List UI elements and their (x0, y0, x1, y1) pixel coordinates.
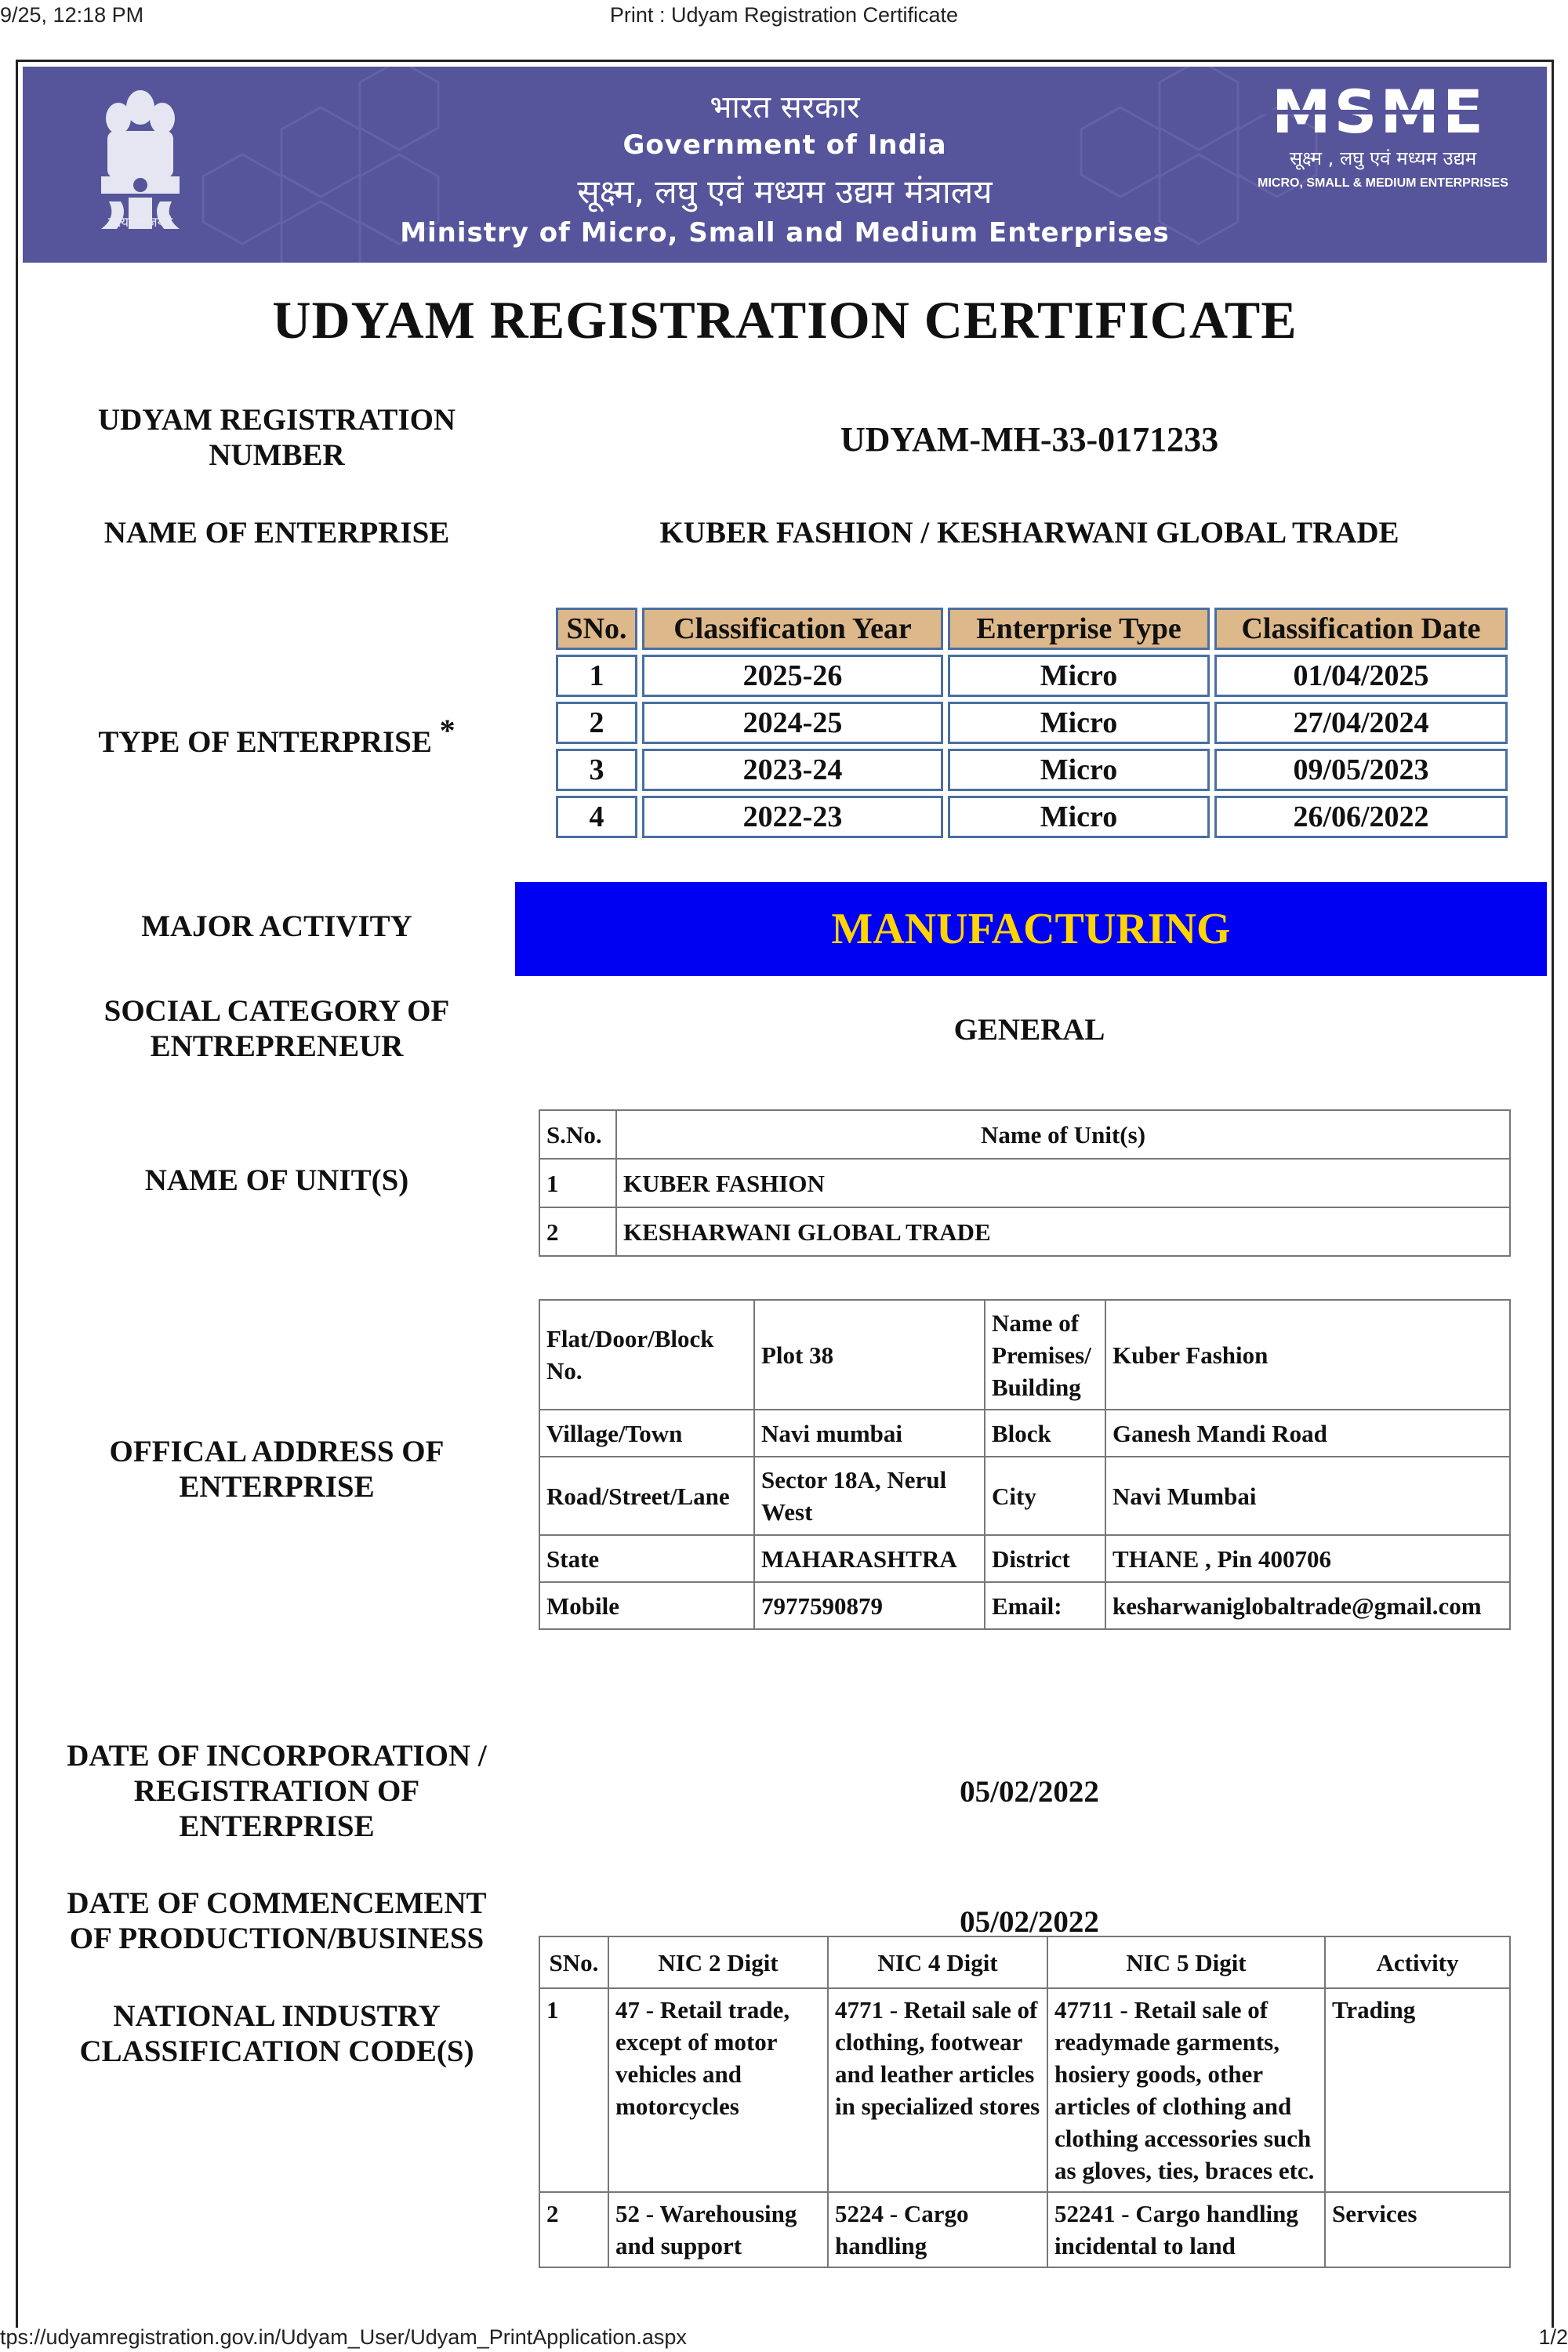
classification-table (551, 603, 1512, 843)
table-cell: Services (1325, 2192, 1510, 2267)
table-cell: 2 (556, 702, 637, 744)
print-footer (0, 2321, 1568, 2352)
table-cell: City (985, 1457, 1105, 1535)
gov-banner (23, 67, 1547, 263)
table-cell: Trading (1325, 1988, 1510, 2192)
gov-hindi: भारत सरकार (710, 89, 860, 125)
table-cell: 2024-25 (642, 702, 943, 744)
table-cell: THANE , Pin 400706 (1105, 1535, 1510, 1582)
table-cell: Micro (948, 749, 1210, 791)
table-row (539, 1159, 1510, 1207)
table-cell: Micro (948, 655, 1210, 697)
column-header: Classification Date (1214, 608, 1508, 650)
column-header: Classification Year (642, 608, 943, 650)
table-cell: Kuber Fashion (1105, 1300, 1510, 1410)
nic-codes-label: NATIONAL INDUSTRY CLASSIFICATION CODE(S) (79, 1999, 474, 2068)
enterprise-type-label (49, 713, 504, 760)
incorporation-date-value: 05/02/2022 (960, 1775, 1099, 1809)
major-activity-value: MANUFACTURING (515, 882, 1547, 976)
print-page-number: 1/2 (1538, 2325, 1568, 2349)
table-cell: KESHARWANI GLOBAL TRADE (616, 1207, 1510, 1256)
gov-english: Government of India (622, 129, 947, 161)
ministry-english: Ministry of Micro, Small and Medium Enterprises (400, 217, 1170, 249)
reg-number-value: UDYAM-MH-33-0171233 (840, 420, 1219, 459)
major-activity-label: MAJOR ACTIVITY (141, 909, 412, 943)
certificate-title: UDYAM REGISTRATION CERTIFICATE (272, 290, 1298, 350)
print-page-title: Print : Udyam Registration Certificate (609, 3, 959, 27)
table-row (539, 1582, 1510, 1629)
table-cell: Email: (985, 1582, 1105, 1629)
table-cell: Name of Premises/ Building (985, 1300, 1105, 1410)
certificate-frame (16, 60, 1554, 2328)
table-cell: Mobile (539, 1582, 754, 1629)
table-cell: 2025-26 (642, 655, 943, 697)
table-cell: Sector 18A, Nerul West (754, 1457, 985, 1535)
column-header: Activity (1325, 1936, 1510, 1988)
table-cell: Block (985, 1410, 1105, 1457)
table-cell: 2 (539, 2192, 608, 2267)
column-header: NIC 5 Digit (1047, 1936, 1325, 1988)
table-cell: District (985, 1535, 1105, 1582)
table-cell: 2023-24 (642, 749, 943, 791)
table-cell: 26/06/2022 (1214, 796, 1508, 838)
column-header: SNo. (539, 1936, 608, 1988)
table-cell: 5224 - Cargo handling (828, 2192, 1047, 2267)
table-row (539, 1988, 1510, 2192)
column-header: S.No. (539, 1110, 616, 1159)
table-cell: MAHARASHTRA (754, 1535, 985, 1582)
units-table (539, 1109, 1511, 1257)
table-row (556, 655, 1508, 697)
column-header: NIC 4 Digit (828, 1936, 1047, 1988)
table-cell: 2 (539, 1207, 616, 1256)
table-cell: 47711 - Retail sale of readymade garments, hosiery goods, other articles of clothing and clothing accessories such as gloves, ties, braces etc. (1047, 1988, 1325, 2192)
table-cell: KUBER FASHION (616, 1159, 1510, 1207)
table-row (539, 1535, 1510, 1582)
table-cell: 2022-23 (642, 796, 943, 838)
column-header: Enterprise Type (948, 608, 1210, 650)
table-cell: 27/04/2024 (1214, 702, 1508, 744)
table-cell: 1 (539, 1159, 616, 1207)
incorporation-date-label: DATE OF INCORPORATION / REGISTRATION OF ENTERPRISE (67, 1739, 487, 1843)
table-cell: Village/Town (539, 1410, 754, 1457)
commencement-date-label: DATE OF COMMENCEMENT OF PRODUCTION/BUSINESS (67, 1886, 487, 1955)
table-row (539, 1300, 1510, 1410)
table-row (556, 749, 1508, 791)
nic-codes-table (539, 1936, 1511, 2268)
msme-logo-text: MSME (1272, 84, 1486, 140)
column-header: Name of Unit(s) (616, 1110, 1510, 1159)
email-link[interactable]: kesharwaniglobaltrade@gmail.com (1105, 1582, 1510, 1629)
print-header (0, 0, 1568, 31)
table-cell: Road/Street/Lane (539, 1457, 754, 1535)
table-cell: Micro (948, 796, 1210, 838)
table-row (539, 2192, 1510, 2267)
msme-logo-english: MICRO, SMALL & MEDIUM ENTERPRISES (1258, 176, 1508, 190)
table-header-row (556, 608, 1508, 650)
table-cell: Micro (948, 702, 1210, 744)
ministry-hindi: सूक्ष्म, लघु एवं मध्यम उद्यम मंत्रालय (577, 172, 993, 211)
required-star: * (439, 713, 456, 748)
table-cell: 52 - Warehousing and support (608, 2192, 828, 2267)
table-row (556, 796, 1508, 838)
table-cell: Plot 38 (754, 1300, 985, 1410)
reg-number-label: UDYAM REGISTRATION NUMBER (97, 403, 456, 472)
address-table (539, 1299, 1511, 1630)
table-cell: Ganesh Mandi Road (1105, 1410, 1510, 1457)
table-row (539, 1207, 1510, 1256)
table-cell: Flat/Door/Block No. (539, 1300, 754, 1410)
table-cell: 52241 - Cargo handling incidental to land (1047, 2192, 1325, 2267)
emblem-caption: सत्यमेव जयते (107, 215, 173, 230)
table-cell: 01/04/2025 (1214, 655, 1508, 697)
table-cell: 09/05/2023 (1214, 749, 1508, 791)
table-cell: 1 (539, 1988, 608, 2192)
table-cell: 1 (556, 655, 637, 697)
commencement-date-value: 05/02/2022 (960, 1905, 1099, 1939)
msme-logo-icon (1261, 84, 1497, 140)
print-timestamp: 9/25, 12:18 PM (0, 3, 144, 27)
table-row (539, 1410, 1510, 1457)
table-row (556, 702, 1508, 744)
enterprise-name-value: KUBER FASHION / KESHARWANI GLOBAL TRADE (659, 516, 1399, 550)
table-cell: Navi Mumbai (1105, 1457, 1510, 1535)
table-cell: 47 - Retail trade, except of motor vehicles and motorcycles (608, 1988, 828, 2192)
social-category-value: GENERAL (953, 1013, 1105, 1047)
enterprise-name-label: NAME OF ENTERPRISE (103, 516, 450, 550)
enterprise-type-label-text: TYPE OF ENTERPRISE (98, 725, 432, 759)
table-row (539, 1457, 1510, 1535)
units-label: NAME OF UNIT(S) (144, 1163, 409, 1197)
table-cell: Navi mumbai (754, 1410, 985, 1457)
print-url: tps://udyamregistration.gov.in/Udyam_User/Udyam_PrintApplication.aspx (0, 2325, 687, 2349)
social-category-label: SOCIAL CATEGORY OF ENTREPRENEUR (103, 994, 450, 1063)
column-header: NIC 2 Digit (608, 1936, 828, 1988)
table-header-row (539, 1936, 1510, 1988)
table-cell: State (539, 1535, 754, 1582)
table-cell: 3 (556, 749, 637, 791)
column-header: SNo. (556, 608, 637, 650)
address-label: OFFICAL ADDRESS OF ENTERPRISE (109, 1435, 445, 1504)
table-header-row (539, 1110, 1510, 1159)
table-cell: 4771 - Retail sale of clothing, footwear and leather articles in specialized stores (828, 1988, 1047, 2192)
msme-logo-hindi: सूक्ष्म , लघु एवं मध्यम उद्यम (1289, 147, 1477, 169)
table-cell: 7977590879 (754, 1582, 985, 1629)
table-cell: 4 (556, 796, 637, 838)
